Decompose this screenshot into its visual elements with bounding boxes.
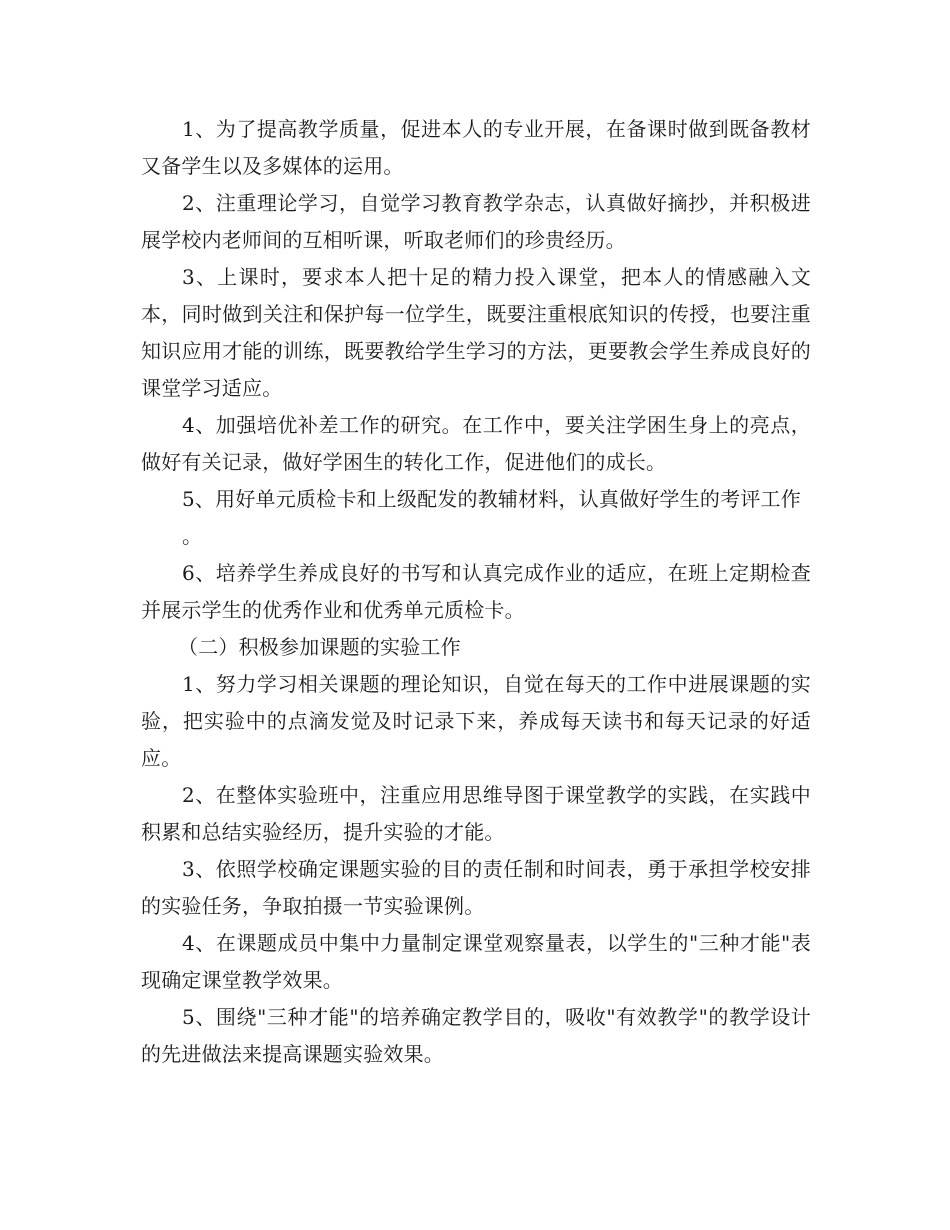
section-heading: （二）积极参加课题的实验工作: [178, 635, 461, 659]
paragraph-schedule: 3、依照学校确定课题实验的目的责任制和时间表，勇于承担学校安排的实验任务，争取拍摄一节实验课例。: [141, 857, 811, 918]
paragraph-effective-teaching: 5、围绕"三种才能"的培养确定教学目的，吸收"有效教学"的教学设计的先进做法来提高课题实验效果。: [141, 1005, 811, 1066]
paragraph-theory-study: 2、注重理论学习，自觉学习教育教学杂志，认真做好摘抄，并积极进展学校内老师间的互相听课，听取老师们的珍贵经历。: [141, 191, 811, 252]
paragraph-observation: 4、在课题成员中集中力量制定课堂观察量表，以学生的"三种才能"表现确定课堂教学效果。: [141, 931, 811, 992]
paragraph-mind-map: 2、在整体实验班中，注重应用思维导图于课堂教学的实践，在实践中积累和总结实验经历，提升实验的才能。: [141, 783, 811, 844]
paragraph-prep-lessons: 1、为了提高教学质量，促进本人的专业开展，在备课时做到既备教材又备学生以及多媒体的运用。: [141, 117, 811, 178]
paragraph-classroom-focus: 3、上课时，要求本人把十足的精力投入课堂，把本人的情感融入文本，同时做到关注和保护每一位学生，既要注重根底知识的传授，也要注重知识应用才能的训练，既要教给学生学习的方法，更要教会学生养成良好的课堂学习适应。: [141, 265, 811, 400]
document-body: [141, 111, 811, 1073]
paragraph-tutoring: 4、加强培优补差工作的研究。在工作中，要关注学困生身上的亮点，做好有关记录，做好学困生的转化工作，促进他们的成长。: [141, 413, 811, 474]
paragraph-research-theory: 1、努力学习相关课题的理论知识，自觉在每天的工作中进展课题的实验，把实验中的点滴发觉及时记录下来，养成每天读书和每天记录的好适应。: [141, 672, 811, 770]
paragraph-period: 。: [182, 524, 203, 548]
paragraph-assessment: 5、用好单元质检卡和上级配发的教辅材料，认真做好学生的考评工作: [182, 487, 801, 511]
paragraph-homework: 6、培养学生养成良好的书写和认真完成作业的适应，在班上定期检查并展示学生的优秀作业和优秀单元质检卡。: [141, 561, 811, 622]
